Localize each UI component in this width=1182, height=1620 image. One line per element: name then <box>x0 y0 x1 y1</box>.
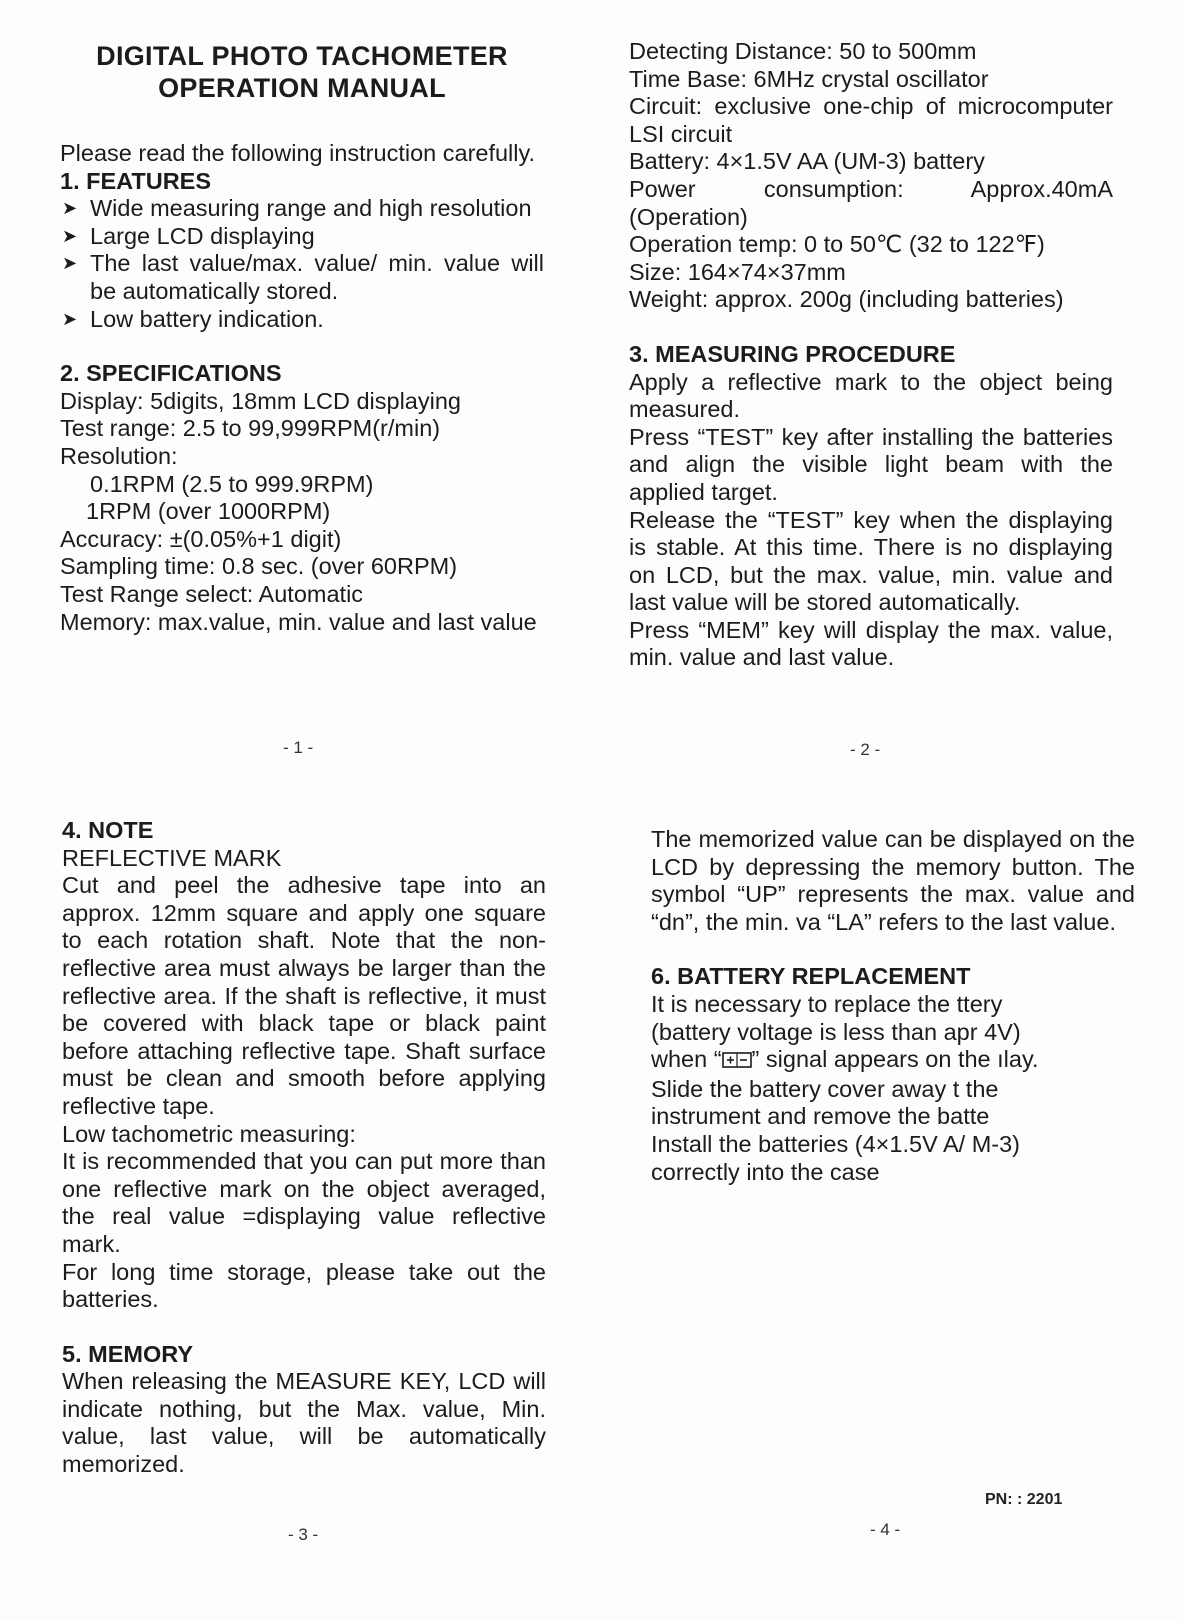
battery-line-2: (battery voltage is less than apr 4V) <box>651 1018 1021 1045</box>
spec-resolution-2: 1RPM (over 1000RPM) <box>86 498 331 525</box>
note-heading: 4. NOTE <box>62 817 154 843</box>
note-subheading: REFLECTIVE MARK <box>62 844 282 871</box>
memorized-value-text: The memorized value can be displayed on the LCD by depressing the memory button. The symbol “UP” represents the max. value and “dn”, the min. va “LA” refers to the last value. <box>651 826 1135 935</box>
battery-line-5: instrument and remove the batte <box>651 1103 990 1130</box>
battery-line-6: Install the batteries (4×1.5V A/ M-3) <box>651 1130 1021 1157</box>
spec-resolution-1: 0.1RPM (2.5 to 999.9RPM) <box>90 470 374 497</box>
title-line-2: OPERATION MANUAL <box>158 73 446 103</box>
arrow-bullet-icon: ➤ <box>62 253 78 274</box>
spec-circuit: Circuit: exclusive one-chip of microcomputer LSI circuit <box>629 93 1113 147</box>
battery-line-1: It is necessary to replace the ttery <box>651 990 1003 1017</box>
page-2 <box>629 38 1113 672</box>
spec-timebase: Time Base: 6MHz crystal oscillator <box>629 65 989 92</box>
specifications-heading: 2. SPECIFICATIONS <box>60 360 282 387</box>
procedure-step-4: Press “MEM” key will display the max. value, min. value and last value. <box>629 616 1113 671</box>
memory-heading: 5. MEMORY <box>62 1340 194 1367</box>
spec-sampling: Sampling time: 0.8 sec. (over 60RPM) <box>60 553 458 580</box>
spec-size: Size: 164×74×37mm <box>629 258 846 285</box>
procedure-step-3: Release the “TEST” key when the displaying is stable. At this time. There is no displaying on LCD, but the max. value, min. value and last value will be stored automatically. <box>629 506 1113 616</box>
procedure-step-2: Press “TEST” key after installing the batteries and align the visible light beam with the applied target. <box>629 423 1113 505</box>
page-number-1: - 1 - <box>283 738 314 757</box>
note-text: Cut and peel the adhesive tape into an approx. 12mm square and apply one square to each rotation shaft. Note that the non- reflective area must always be larger than the reflective area. If the shaft is reflective, it must be covered with black tape or black paint before attaching reflective tape. Shaft surface must be clean and smooth before applying reflective tape. <box>62 872 546 1119</box>
spec-battery: Battery: 4×1.5V AA (UM-3) battery <box>629 148 985 175</box>
spec-accuracy: Accuracy: ±(0.05%+1 digit) <box>60 525 342 552</box>
low-measuring-heading: Low tachometric measuring: <box>62 1120 356 1147</box>
page-number-4: - 4 - <box>870 1520 901 1539</box>
page-number-2: - 2 - <box>850 740 881 759</box>
page-number-3: - 3 - <box>288 1525 319 1544</box>
battery-heading: 6. BATTERY REPLACEMENT <box>651 963 971 990</box>
spec-power: Power consumption: Approx.40mA (Operation) <box>629 175 1113 230</box>
procedure-step-1: Apply a reflective mark to the object being measured. <box>629 368 1113 423</box>
intro-text: Please read the following instruction carefully. <box>60 140 536 166</box>
spec-range-select: Test Range select: Automatic <box>60 580 364 607</box>
spec-temp: Operation temp: 0 to 50℃ (32 to 122℉) <box>629 231 1045 258</box>
spec-resolution: Resolution: <box>60 442 178 469</box>
list-item: ➤ The last value/max. value/ min. value will be automatically stored. <box>62 250 544 304</box>
procedure-heading: 3. MEASURING PROCEDURE <box>629 340 956 367</box>
battery-line-4: Slide the battery cover away t the <box>651 1075 999 1102</box>
spec-display: Display: 5digits, 18mm LCD displaying <box>60 387 461 414</box>
storage-text: For long time storage, please take out the batteries. <box>62 1258 546 1313</box>
memory-text: When releasing the MEASURE KEY, LCD will indicate nothing, but the Max. value, Min. value, last value, will be automatically memorized. <box>62 1368 546 1478</box>
features-heading: 1. FEATURES <box>60 167 212 194</box>
spec-memory: Memory: max.value, min. value and last value <box>60 608 537 635</box>
list-item: ➤ Low battery indication. <box>62 305 324 332</box>
arrow-bullet-icon: ➤ <box>62 198 78 219</box>
battery-line-3: when “ ” signal appears on the ılay. <box>651 1046 1135 1076</box>
page-3 <box>62 817 546 1479</box>
spec-distance: Detecting Distance: 50 to 500mm <box>629 38 977 64</box>
title-line-1: DIGITAL PHOTO TACHOMETER <box>96 41 508 71</box>
arrow-bullet-icon: ➤ <box>62 225 78 246</box>
battery-line-7: correctly into the case <box>651 1158 880 1185</box>
page-4 <box>651 826 1135 1186</box>
list-item: ➤ Wide measuring range and high resolution <box>62 195 532 222</box>
features-list <box>60 195 544 333</box>
page-1 <box>60 40 544 636</box>
low-measuring-text: It is recommended that you can put more than one reflective mark on the object averaged, the real value =displaying value reflective mark. <box>62 1148 546 1257</box>
manual-title <box>60 40 544 104</box>
spec-weight: Weight: approx. 200g (including batteries) <box>629 286 1064 313</box>
spec-range: Test range: 2.5 to 99,999RPM(r/min) <box>60 415 441 442</box>
part-number: PN: : 2201 <box>985 1491 1063 1508</box>
arrow-bullet-icon: ➤ <box>62 308 78 329</box>
list-item: ➤ Large LCD displaying <box>62 222 315 249</box>
battery-icon <box>722 1048 752 1076</box>
